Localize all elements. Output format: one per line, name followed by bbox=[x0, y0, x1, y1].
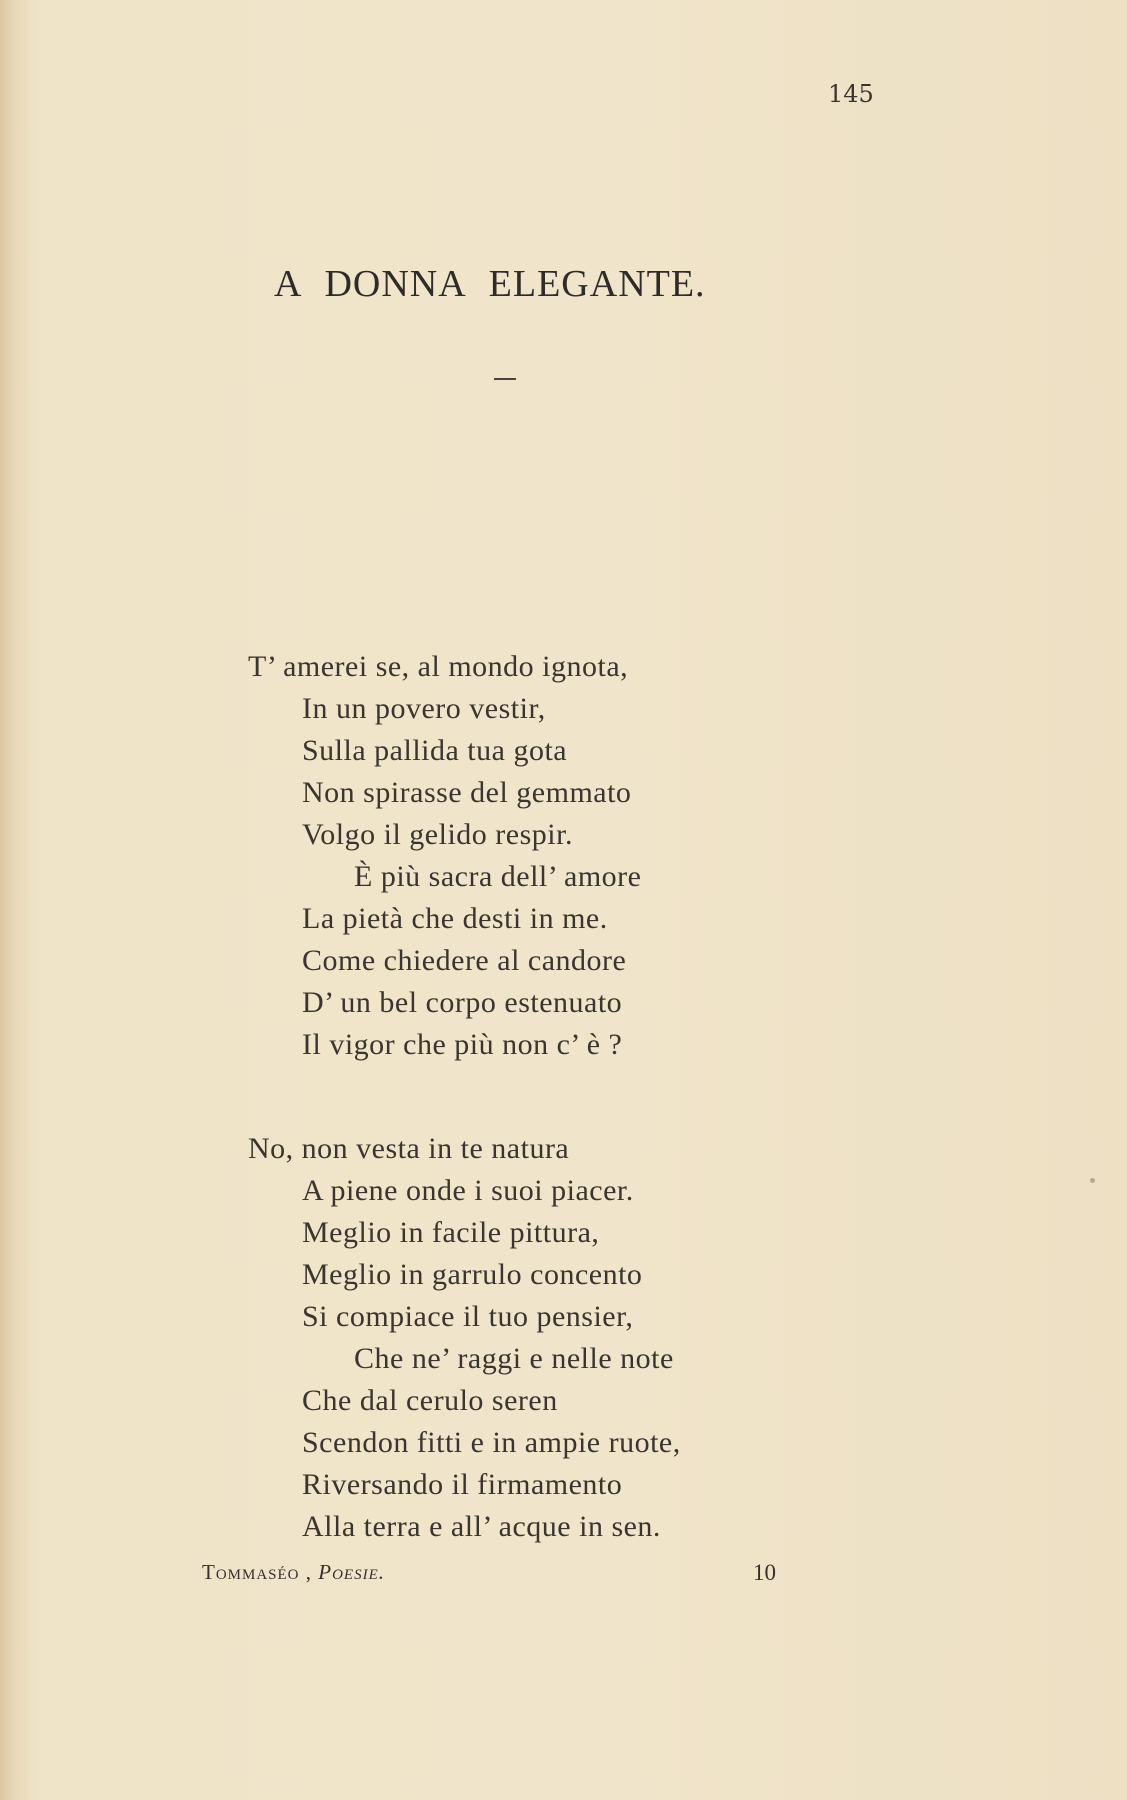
title-word-1: A bbox=[274, 263, 303, 305]
verse-line: Meglio in garrulo concento bbox=[302, 1258, 643, 1291]
footer-signature: 10 bbox=[753, 1560, 776, 1585]
title-word-2: DONNA bbox=[324, 263, 467, 305]
verse-line: Il vigor che più non c’ è ? bbox=[302, 1028, 623, 1061]
verse-line: In un povero vestir, bbox=[302, 692, 546, 725]
paper-speck bbox=[1090, 1178, 1095, 1183]
title-separator bbox=[494, 378, 516, 380]
verse-line: Riversando il firmamento bbox=[302, 1468, 623, 1501]
page-footer bbox=[202, 1560, 776, 1590]
footer-work-title: Poesie. bbox=[318, 1560, 385, 1584]
verse-line: Come chiedere al candore bbox=[302, 944, 627, 977]
verse-line: Non spirasse del gemmato bbox=[302, 776, 632, 809]
verse-line: Volgo il gelido respir. bbox=[302, 818, 573, 851]
verse-line: Alla terra e all’ acque in sen. bbox=[302, 1510, 661, 1543]
verse-line: È più sacra dell’ amore bbox=[354, 860, 642, 893]
page-number: 145 bbox=[828, 80, 874, 108]
poem-title bbox=[274, 262, 706, 306]
verse-line: Si compiace il tuo pensier, bbox=[302, 1300, 634, 1333]
stanza-2 bbox=[248, 1128, 681, 1548]
verse-line: Sulla pallida tua gota bbox=[302, 734, 568, 767]
verse-line: Meglio in facile pittura, bbox=[302, 1216, 600, 1249]
verse-line: Che dal cerulo seren bbox=[302, 1384, 558, 1417]
verse-line: Scendon fitti e in ampie ruote, bbox=[302, 1426, 681, 1459]
verse-line: La pietà che desti in me. bbox=[302, 902, 608, 935]
verse-line: D’ un bel corpo estenuato bbox=[302, 986, 623, 1019]
stanza-1 bbox=[248, 646, 641, 1066]
footer-author-name: Tommaséo , bbox=[202, 1560, 313, 1584]
footer-author bbox=[202, 1560, 385, 1585]
title-word-3: ELEGANTE. bbox=[488, 263, 706, 305]
verse-line: No, non vesta in te natura bbox=[248, 1132, 570, 1165]
verse-line: Che ne’ raggi e nelle note bbox=[354, 1342, 674, 1375]
verse-line: A piene onde i suoi piacer. bbox=[302, 1174, 634, 1207]
verse-line: T’ amerei se, al mondo ignota, bbox=[248, 650, 629, 683]
